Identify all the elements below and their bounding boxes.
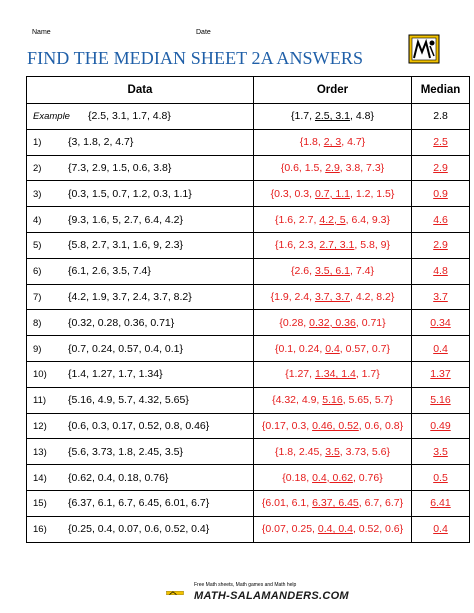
median-value: 5.16 [430,394,451,407]
table-row [27,232,470,258]
table-row [27,310,470,336]
row-number: 11) [33,395,47,407]
order-cell [254,310,412,336]
order-pre: {1.9, 2.4, [270,290,315,303]
median-cell [412,361,470,387]
order-cell [254,413,412,439]
median-cell [412,310,470,336]
order-middle: 1.34, 1.4 [314,368,356,381]
table-row [27,439,470,465]
row-number: 6) [33,266,42,278]
median-value: 1.37 [430,368,451,381]
data-cell [27,490,254,516]
order-cell [254,181,412,207]
data-set: {9.3, 1.6, 5, 2.7, 6.4, 4.2} [68,213,184,226]
median-cell [412,336,470,362]
data-set: {0.7, 0.24, 0.57, 0.4, 0.1} [68,342,184,355]
order-middle: 2.7, 3.1 [319,239,355,252]
table-row [27,413,470,439]
page-title: FIND THE MEDIAN SHEET 2A ANSWERS [27,48,364,68]
row-number: 7) [33,291,42,303]
data-cell [27,129,254,155]
row-number: 14) [33,472,47,484]
order-pre: {1.27, [285,368,315,381]
order-pre: {4.32, 4.9, [272,394,323,407]
median-cell [412,232,470,258]
order-middle: 2.9 [325,161,340,174]
order-cell [254,516,412,542]
median-header: Median [412,77,470,104]
order-middle: 0.4, 0.4 [317,523,353,536]
data-cell [27,516,254,542]
data-set: {0.32, 0.28, 0.36, 0.71} [68,316,175,329]
median-value: 3.5 [433,445,448,458]
median-value: 2.5 [433,136,448,149]
data-cell [27,258,254,284]
date-label: Date [196,29,211,36]
example-order-post: , 4.8} [350,110,374,123]
row-number: 12) [33,420,47,432]
order-pre: {1.6, 2.7, [274,213,320,226]
order-cell [254,258,412,284]
order-post: , 6.4, 9.3} [345,213,391,226]
data-cell [27,155,254,181]
median-value: 0.4 [433,523,448,536]
order-cell [254,490,412,516]
order-cell [254,155,412,181]
order-middle: 3.7, 3.7 [314,290,351,303]
row-number: 5) [33,240,42,252]
median-value: 2.9 [433,239,448,252]
data-cell [27,181,254,207]
footer-tagline: Free Math sheets, Math games and Math help [194,582,297,588]
order-pre: {1.8, [299,136,324,149]
order-post: , 3.8, 7.3} [339,161,385,174]
median-value: 4.6 [433,213,448,226]
median-value: 6.41 [430,497,451,510]
data-cell [27,387,254,413]
table-row [27,181,470,207]
salamander-logo-icon [408,34,440,64]
order-post: , 4.7} [341,136,366,149]
order-middle: 0.7, 1.1 [314,187,351,200]
median-value: 0.4 [433,342,448,355]
data-cell [27,284,254,310]
order-pre: {0.28, [279,316,310,329]
footer-brand: MATH-SALAMANDERS.COM [194,590,349,602]
data-set: {5.8, 2.7, 3.1, 1.6, 9, 2.3} [68,239,184,252]
order-post: , 5.8, 9} [354,239,391,252]
median-cell [412,490,470,516]
row-number: 8) [33,317,42,329]
data-cell [27,232,254,258]
order-pre: {0.17, 0.3, [261,419,313,432]
order-middle: 6.37, 6.45 [312,497,359,510]
order-post: , 0.52, 0.6} [352,523,404,536]
data-set: {4.2, 1.9, 3.7, 2.4, 3.7, 8.2} [68,290,192,303]
order-post: , 6.7, 6.7} [358,497,404,510]
median-cell [412,284,470,310]
row-number: 10) [33,369,47,381]
order-pre: {0.1, 0.24, [274,342,326,355]
order-cell [254,232,412,258]
median-cell [412,181,470,207]
row-number: 16) [33,524,47,536]
data-set: {5.6, 3.73, 1.8, 2.45, 3.5} [68,445,184,458]
order-post: , 4.2, 8.2} [350,290,395,303]
order-middle: 3.5, 6.1 [314,265,351,278]
data-set: {7.3, 2.9, 1.5, 0.6, 3.8} [68,161,172,174]
median-value: 4.8 [433,265,448,278]
order-cell [254,207,412,233]
row-number: 13) [33,446,47,458]
data-cell [27,336,254,362]
data-cell [27,361,254,387]
order-post: , 0.57, 0.7} [339,342,391,355]
median-table [26,76,470,543]
order-post: , 0.76} [352,471,383,484]
median-value: 0.5 [433,471,448,484]
order-middle: 0.46, 0.52 [312,419,359,432]
order-post: , 1.7} [355,368,380,381]
table-row [27,258,470,284]
example-order-pre: {1.7, [291,110,315,123]
order-post: , 0.71} [355,316,386,329]
median-value: 0.9 [433,187,448,200]
median-value: 0.49 [430,419,451,432]
data-cell [27,413,254,439]
table-row [27,155,470,181]
row-number: 1) [33,137,42,149]
row-number: 3) [33,188,42,200]
row-number: 9) [33,343,42,355]
table-row [27,207,470,233]
data-cell [27,465,254,491]
order-middle: 5.16 [322,394,343,407]
order-post: , 1.2, 1.5} [350,187,395,200]
footer-logo-icon [166,580,192,606]
median-value: 0.34 [430,316,451,329]
example-label: Example [33,111,70,123]
median-cell [412,465,470,491]
median-value: 3.7 [433,290,448,303]
order-header: Order [254,77,412,104]
median-cell [412,155,470,181]
example-row [27,104,470,130]
order-pre: {6.01, 6.1, [261,497,313,510]
order-middle: 0.4 [325,342,340,355]
data-set: {5.16, 4.9, 5.7, 4.32, 5.65} [68,394,189,407]
example-median-cell: 2.8 [412,104,470,130]
table-row [27,516,470,542]
data-cell [27,439,254,465]
order-middle: 4.2, 5 [319,213,346,226]
data-cell [27,207,254,233]
median-value: 2.9 [433,161,448,174]
data-set: {0.25, 0.4, 0.07, 0.6, 0.52, 0.4} [68,523,210,536]
order-pre: {1.8, 2.45, [274,445,326,458]
order-middle: 0.32, 0.36 [309,316,356,329]
header-row [27,77,470,104]
median-cell [412,387,470,413]
order-post: , 0.6, 0.8} [358,419,404,432]
order-cell [254,336,412,362]
order-post: , 5.65, 5.7} [342,394,393,407]
median-cell [412,439,470,465]
example-data: {2.5, 3.1, 1.7, 4.8} [88,110,171,123]
order-middle: 0.4, 0.62 [312,471,353,484]
order-middle: 3.5 [325,445,340,458]
data-set: {3, 1.8, 2, 4.7} [68,136,134,149]
table-row [27,361,470,387]
data-set: {0.6, 0.3, 0.17, 0.52, 0.8, 0.46} [68,419,210,432]
order-cell [254,361,412,387]
order-pre: {2.6, [291,265,315,278]
table-row [27,284,470,310]
order-post: , 7.4} [350,265,374,278]
order-pre: {1.6, 2.3, [274,239,320,252]
table-row [27,387,470,413]
data-set: {0.3, 1.5, 0.7, 1.2, 0.3, 1.1} [68,187,192,200]
row-number: 4) [33,214,42,226]
order-pre: {0.6, 1.5, [280,161,326,174]
median-cell [412,207,470,233]
table-row [27,129,470,155]
median-cell [412,516,470,542]
order-cell [254,387,412,413]
order-post: , 3.73, 5.6} [339,445,391,458]
data-set: {0.62, 0.4, 0.18, 0.76} [68,471,169,484]
order-cell [254,129,412,155]
example-order-middle: 2.5, 3.1 [314,110,351,123]
order-pre: {0.07, 0.25, [261,523,318,536]
data-cell [27,310,254,336]
order-cell [254,465,412,491]
order-cell [254,439,412,465]
order-pre: {0.18, [282,471,313,484]
order-cell [254,284,412,310]
row-number: 15) [33,498,47,510]
median-cell [412,258,470,284]
example-data-cell [27,104,254,130]
data-set: {6.1, 2.6, 3.5, 7.4} [68,265,151,278]
median-cell [412,129,470,155]
order-middle: 2, 3 [323,136,342,149]
data-set: {1.4, 1.27, 1.7, 1.34} [68,368,163,381]
data-header: Data [27,77,254,104]
table-row [27,490,470,516]
name-label: Name [32,29,51,36]
order-pre: {0.3, 0.3, [270,187,315,200]
row-number: 2) [33,162,42,174]
median-cell [412,413,470,439]
table-row [27,336,470,362]
example-order-cell [254,104,412,130]
table-row [27,465,470,491]
data-set: {6.37, 6.1, 6.7, 6.45, 6.01, 6.7} [68,497,210,510]
